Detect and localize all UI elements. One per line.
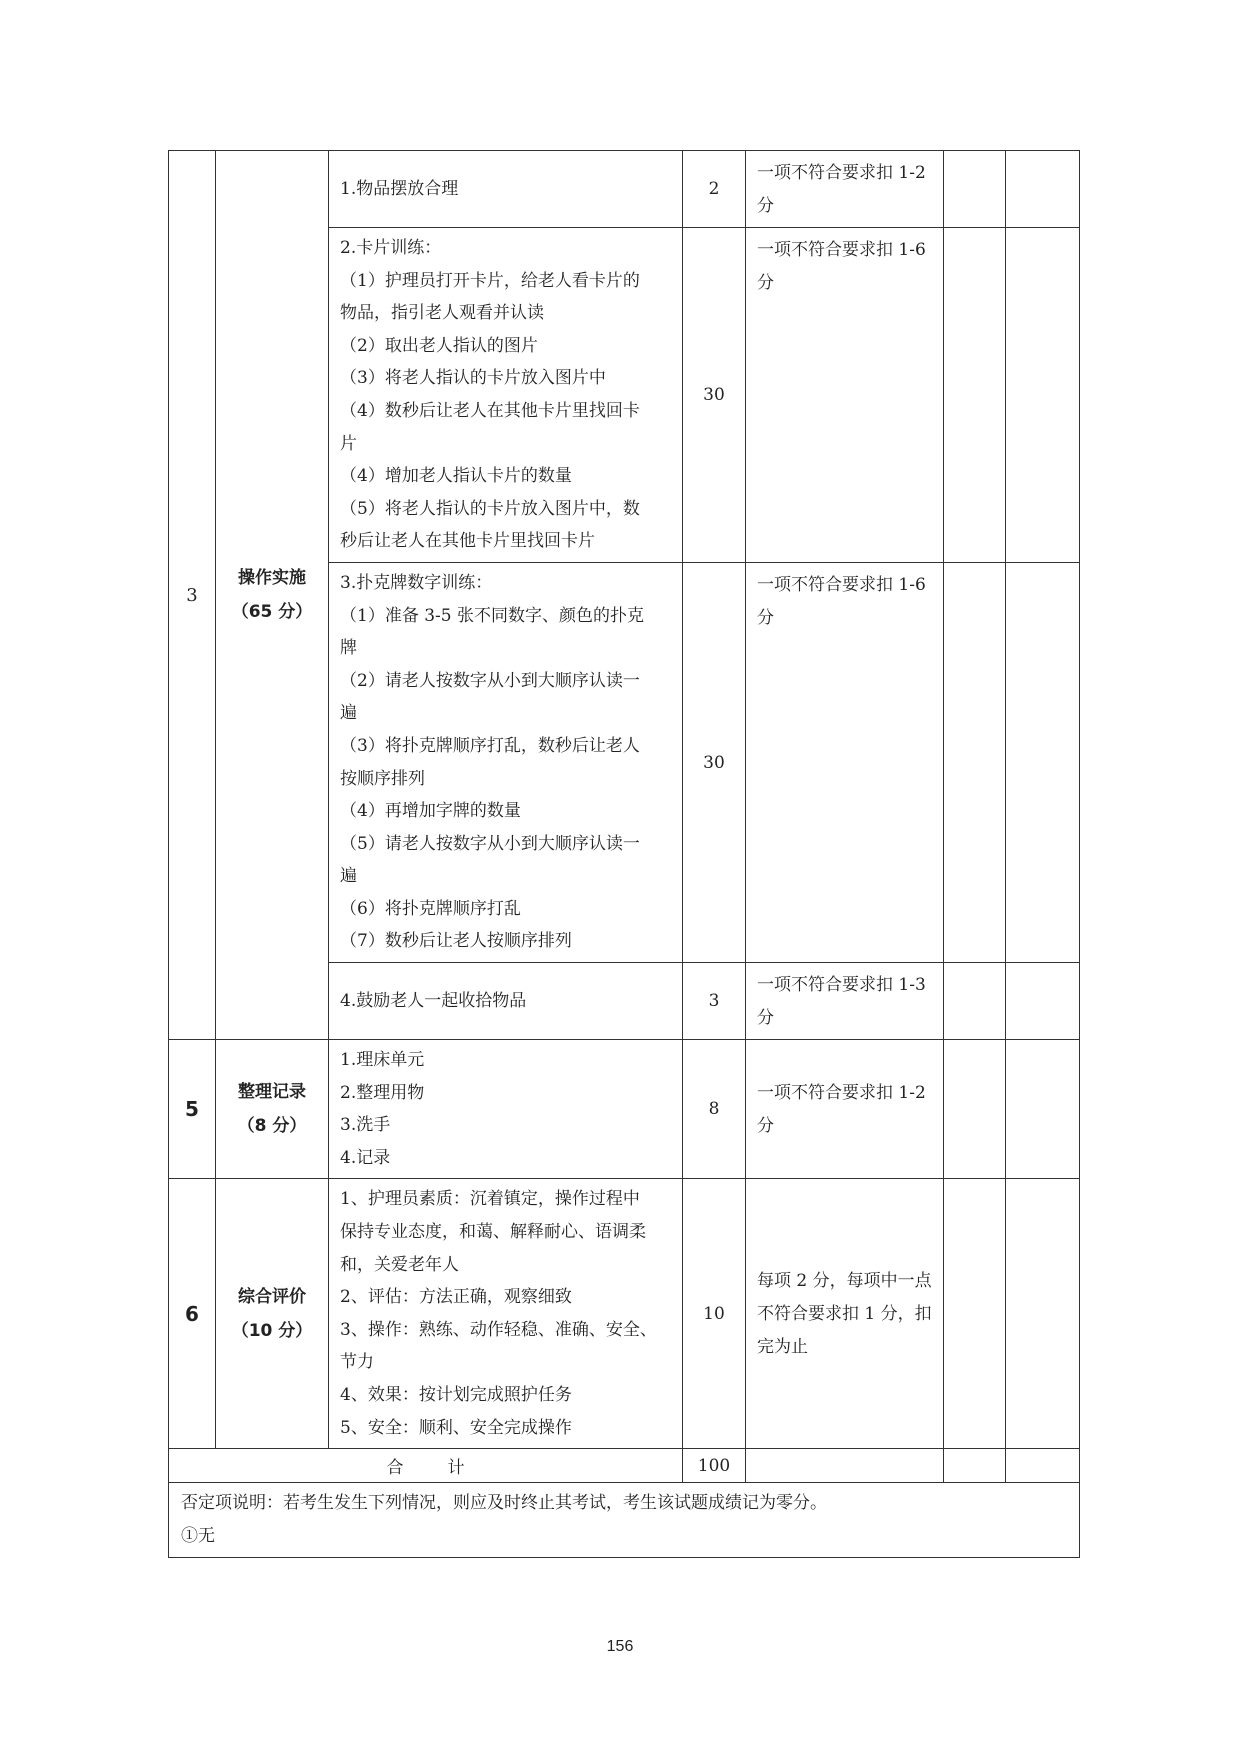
blank-cell: [944, 1040, 1006, 1179]
standard-cell: 一项不符合要求扣 1-6分: [746, 562, 944, 962]
blank-cell: [944, 1179, 1006, 1449]
content-cell: 3.扑克牌数字训练： （1）准备 3-5 张不同数字、颜色的扑克 牌 （2）请老人按数字从小到大顺序认读一 遍 （3）将扑克牌顺序打乱，数秒后让老人 按顺序排列 （4）再增加字牌的数量 （5）请老人按数字从小到大顺序认读一 遍 （6）将扑克牌顺序打乱 （7）数秒后让老人按顺序排列: [329, 562, 683, 962]
score-cell: 10: [683, 1179, 746, 1449]
veto-note: [169, 1483, 1080, 1558]
blank-cell: [1006, 151, 1080, 228]
total-score: 100: [683, 1449, 746, 1483]
blank-cell: [1006, 963, 1080, 1040]
section-number: 5: [169, 1040, 216, 1179]
section-title-text: 综合评价: [238, 1286, 306, 1307]
standard-cell: 一项不符合要求扣 1-6分: [746, 228, 944, 563]
section-title: [216, 151, 329, 1040]
blank-cell: [1006, 1179, 1080, 1449]
section-title-text: 操作实施: [238, 568, 306, 589]
table-row: [169, 1179, 1080, 1449]
section-number: 6: [169, 1179, 216, 1449]
score-cell: 30: [683, 228, 746, 563]
veto-note-item: ①无: [181, 1526, 215, 1547]
blank-cell: [1006, 562, 1080, 962]
content-cell: 2.卡片训练： （1）护理员打开卡片，给老人看卡片的 物品，指引老人观看并认读 （2）取出老人指认的图片 （3）将老人指认的卡片放入图片中 （4）数秒后让老人在其他卡片里找回卡 片 （4）增加老人指认卡片的数量 （5）将老人指认的卡片放入图片中，数 秒后让老人在其他卡片里找回卡片: [329, 228, 683, 563]
section-points: （10 分）: [231, 1320, 313, 1341]
section-number: 3: [169, 151, 216, 1040]
veto-note-text: 否定项说明：若考生发生下列情况，则应及时终止其考试，考生该试题成绩记为零分。: [181, 1493, 827, 1514]
section-points: （65 分）: [231, 602, 313, 623]
content-cell: 1.物品摆放合理: [329, 151, 683, 228]
score-cell: 8: [683, 1040, 746, 1179]
standard-cell: 一项不符合要求扣 1-2分: [746, 1040, 944, 1179]
blank-cell: [944, 562, 1006, 962]
section-points: （8 分）: [237, 1116, 307, 1137]
section-title: [216, 1179, 329, 1449]
content-cell: 4.鼓励老人一起收拾物品: [329, 963, 683, 1040]
standard-cell: 一项不符合要求扣 1-3分: [746, 963, 944, 1040]
blank-cell: [944, 963, 1006, 1040]
section-title: [216, 1040, 329, 1179]
blank-cell: [1006, 1449, 1080, 1483]
total-label: 合计: [169, 1449, 683, 1483]
score-cell: 30: [683, 562, 746, 962]
score-cell: 3: [683, 963, 746, 1040]
total-row: [169, 1449, 1080, 1483]
standard-cell: 每项 2 分，每项中一点不符合要求扣 1 分，扣完为止: [746, 1179, 944, 1449]
content-cell: 1、护理员素质：沉着镇定，操作过程中 保持专业态度，和蔼、解释耐心、语调柔 和，关爱老年人 2、评估：方法正确，观察细致 3、操作：熟练、动作轻稳、准确、安全、 节力 4、效果：按计划完成照护任务 5、安全：顺利、安全完成操作: [329, 1179, 683, 1449]
blank-cell: [944, 228, 1006, 563]
page-number: 156: [606, 1638, 634, 1655]
section-title-text: 整理记录: [238, 1082, 306, 1103]
blank-cell: [944, 151, 1006, 228]
blank-cell: [1006, 228, 1080, 563]
note-row: [169, 1483, 1080, 1558]
score-cell: 2: [683, 151, 746, 228]
blank-cell: [1006, 1040, 1080, 1179]
standard-cell: 一项不符合要求扣 1-2分: [746, 151, 944, 228]
table-row: [169, 151, 1080, 228]
scoring-table: [168, 150, 1080, 1558]
table-row: [169, 1040, 1080, 1179]
blank-cell: [746, 1449, 944, 1483]
content-cell: 1.理床单元 2.整理用物 3.洗手 4.记录: [329, 1040, 683, 1179]
blank-cell: [944, 1449, 1006, 1483]
